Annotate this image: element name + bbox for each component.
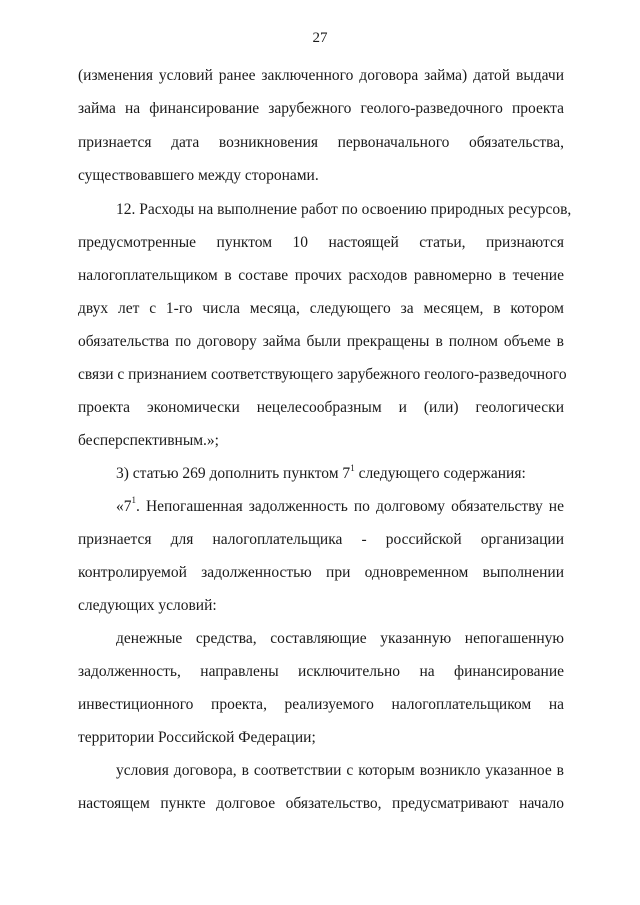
text-run: 3) статью 269 дополнить пунктом 7 [116,465,351,482]
superscript: 1 [350,463,355,473]
text-line: проекта экономически нецелесообразным и (или) геологически [78,399,564,416]
text-line: бесперспективным.»; [78,432,219,449]
text-line: связи с признанием соответствующего зарубежного геолого-разведочного [78,366,567,383]
text-line: признается дата возникновения первоначального обязательства, [78,134,564,151]
superscript: 1 [131,495,136,505]
text-line: обязательства по договору займа были прекращены в полном объеме в [78,333,564,350]
paragraph-first-line: 12. Расходы на выполнение работ по освоению природных ресурсов, [116,201,572,218]
text-run: следующего содержания: [354,465,526,482]
text-line: территории Российской Федерации; [78,729,316,746]
text-line: контролируемой задолженностью при одновременном выполнении [78,564,564,581]
text-line: существовавшего между сторонами. [78,167,319,184]
paragraph-first-line [116,464,564,484]
text-line: предусмотренные пунктом 10 настоящей статьи, признаются [78,234,564,251]
text-line: займа на финансирование зарубежного геолого-разведочного проекта [78,100,564,117]
text-line: задолженность, направлены исключительно на финансирование [78,663,564,680]
text-run: «7 [116,498,132,515]
paragraph-first-line: условия договора, в соответствии с которым возникло указанное в [116,762,564,779]
text-line: двух лет с 1-го числа месяца, следующего за месяцем, в котором [78,300,564,317]
text-line: инвестиционного проекта, реализуемого налогоплательщиком на [78,696,564,713]
text-line: налогоплательщиком в составе прочих расходов равномерно в течение [78,267,564,284]
text-line: (изменения условий ранее заключенного договора займа) датой выдачи [78,67,564,84]
page-number: 27 [312,30,328,46]
paragraph-first-line [116,497,564,517]
text-line: следующих условий: [78,597,217,614]
text-line: настоящем пункте долговое обязательство, предусматривают начало [78,795,564,812]
text-run: . Непогашенная задолженность по долговому обязательству не [136,498,564,515]
text-line: признается для налогоплательщика - российской организации [78,531,564,548]
paragraph-first-line: денежные средства, составляющие указанную непогашенную [116,630,564,647]
